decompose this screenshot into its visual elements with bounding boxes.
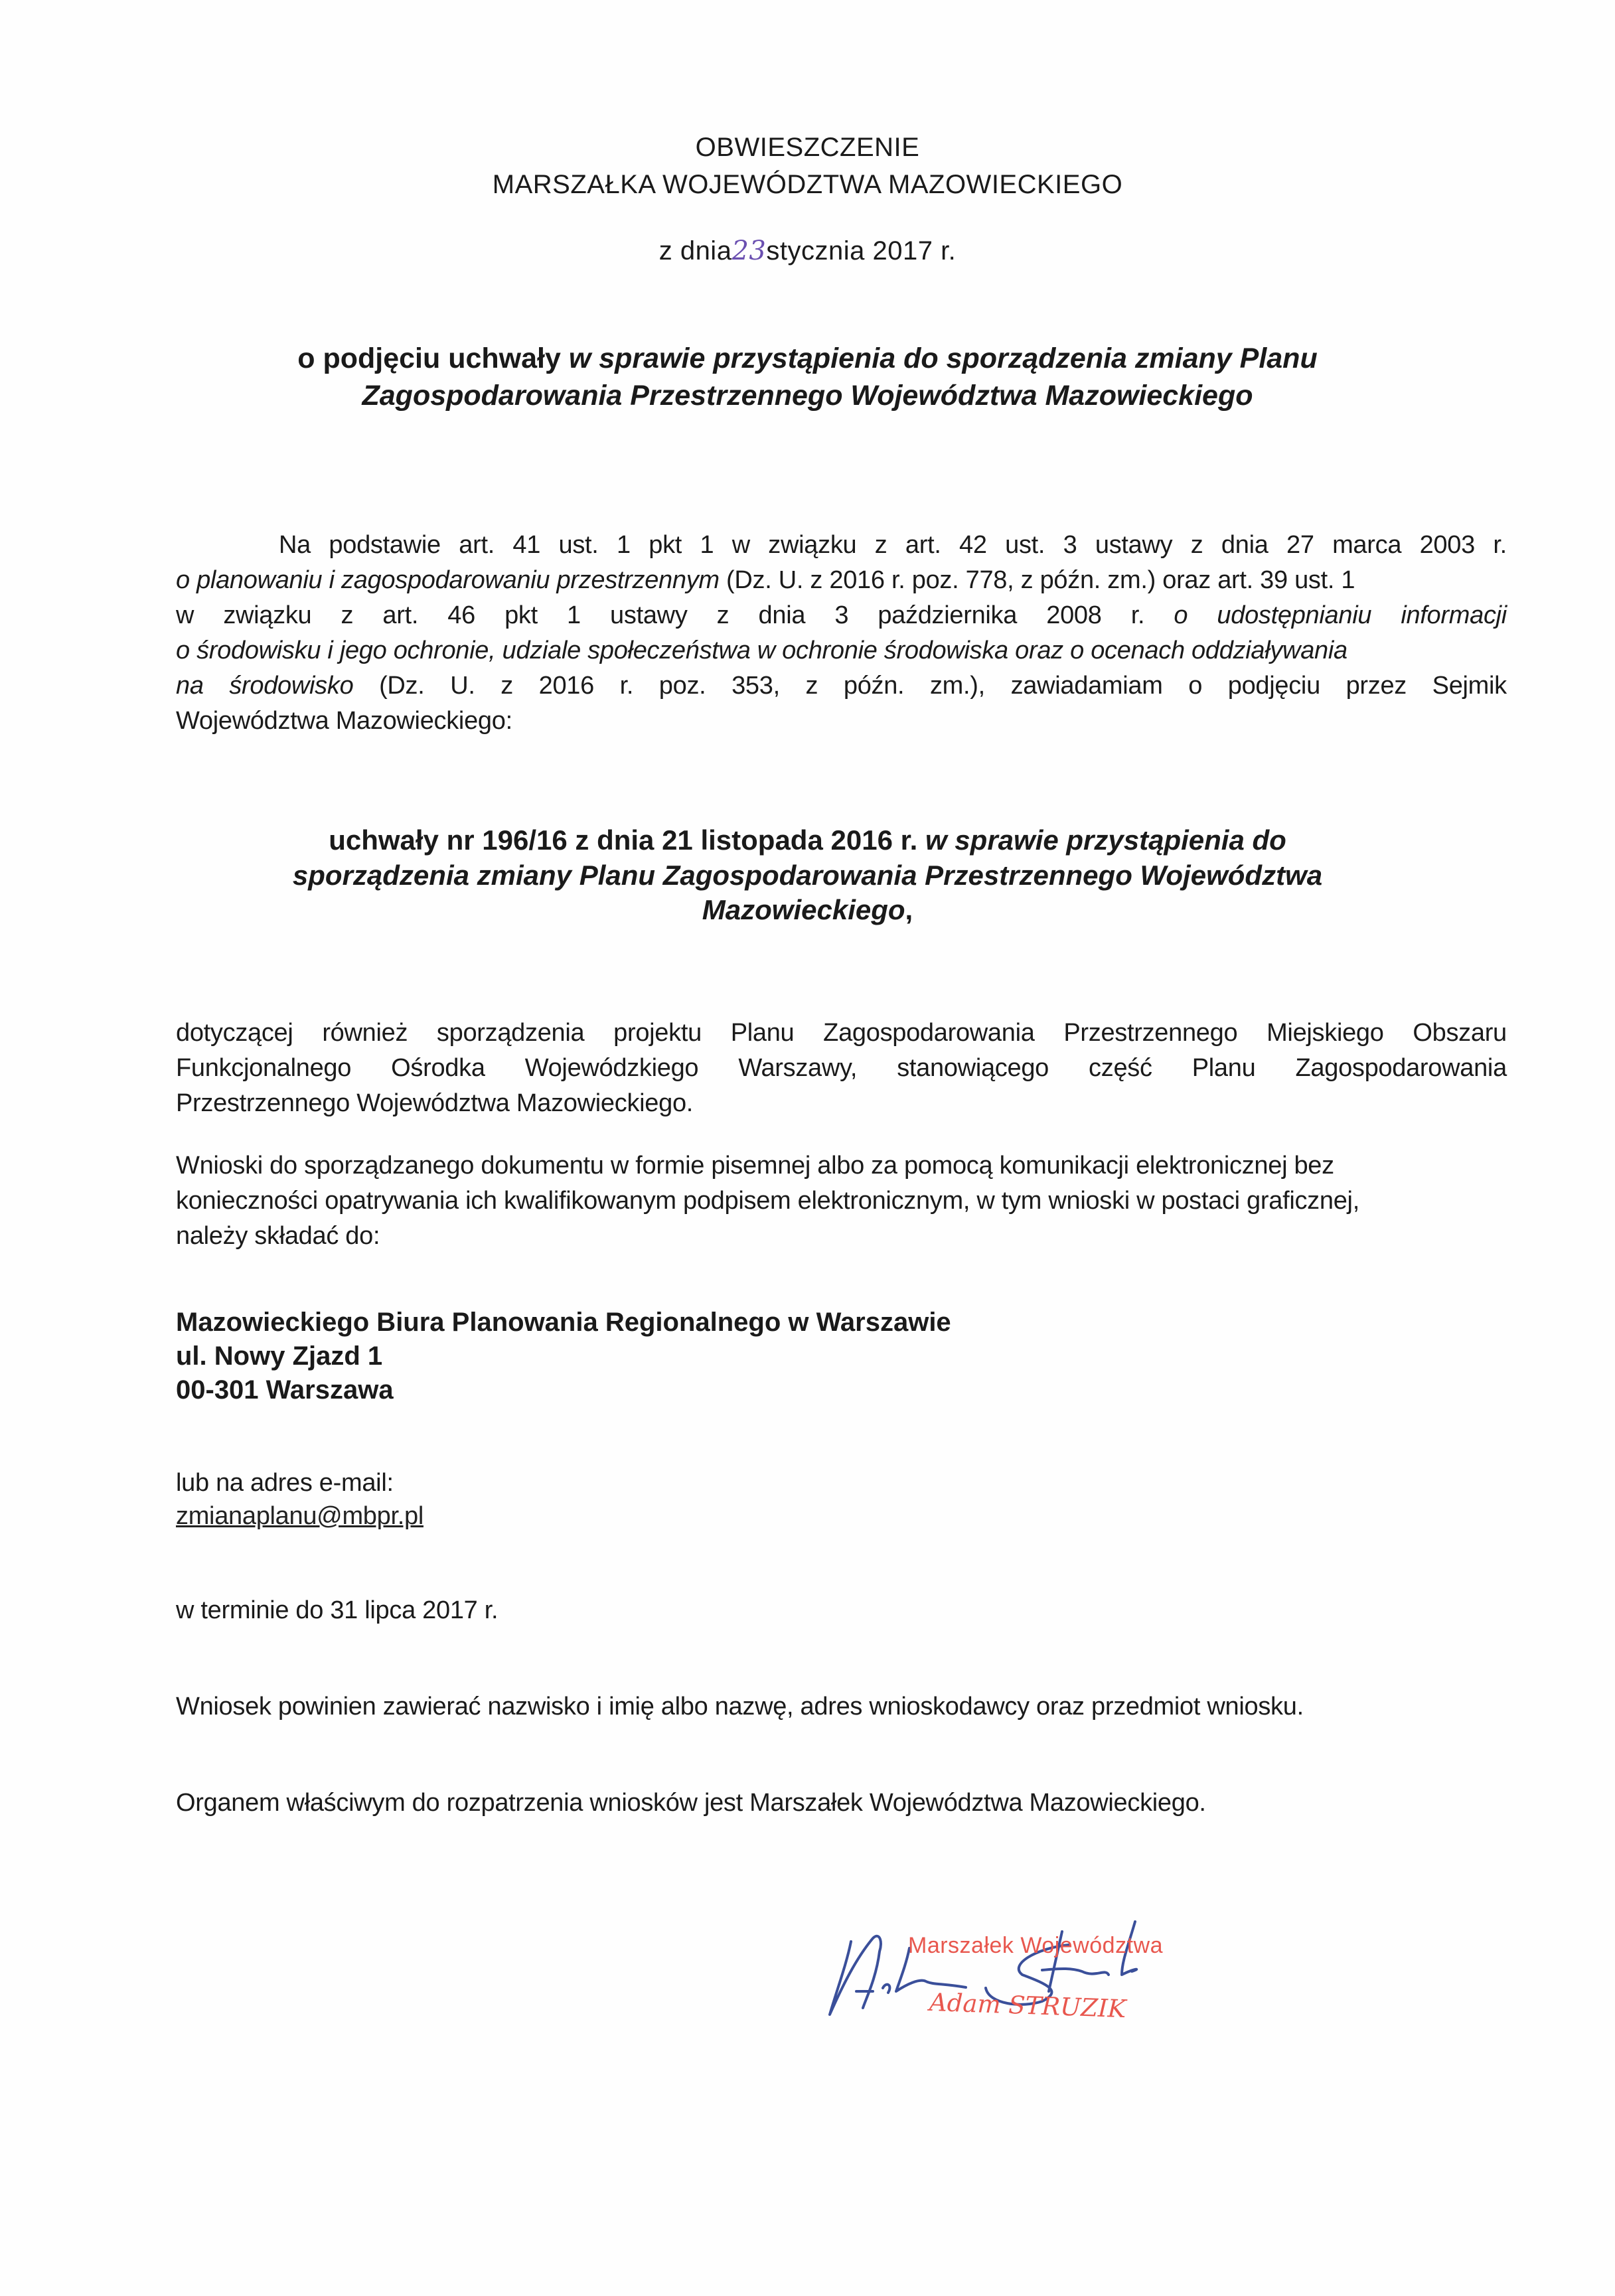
word: z <box>341 601 354 629</box>
requirements-text: Wniosek powinien zawierać nazwisko i imię albo nazwę, adres wnioskodawcy oraz przedmiot wniosku. <box>176 1693 1304 1721</box>
concerning-line <box>176 1051 1507 1085</box>
date-prefix: z dnia <box>658 236 732 266</box>
word: stanowiącego <box>897 1054 1049 1082</box>
resolution-title-3: Mazowieckiego <box>702 894 905 925</box>
address-institution: Mazowieckiego Biura Planowania Regionalnego w Warszawie <box>176 1308 951 1337</box>
word: z <box>874 531 887 559</box>
word: marca <box>1332 531 1402 559</box>
word: projektu <box>613 1019 702 1047</box>
handwritten-day: 23 <box>731 236 767 266</box>
word: Obszaru <box>1413 1019 1507 1047</box>
word: ust. <box>1005 531 1045 559</box>
word: z <box>716 601 730 629</box>
requests-line-2: konieczności opatrywania ich kwalifikowanym podpisem elektronicznym, w tym wnioski w postaci graficznej, <box>176 1187 1359 1215</box>
word: 2016 <box>538 672 594 700</box>
word: art. <box>459 531 495 559</box>
word: Miejskiego <box>1267 1019 1384 1047</box>
word: pkt <box>649 531 682 559</box>
address-city: 00-301 Warszawa <box>176 1375 394 1405</box>
requests-line-1: Wnioski do sporządzanego dokumentu w formie pisemnej albo za pomocą komunikacji elektronicznej bez <box>176 1152 1334 1180</box>
resolution-title-2b: Planu Zagospodarowania Przestrzennego Województwa <box>579 860 1323 891</box>
word: związku <box>223 601 312 629</box>
word: 27 <box>1286 531 1314 559</box>
word: 46 <box>447 601 475 629</box>
word: października <box>878 601 1018 629</box>
word: ustawy <box>610 601 688 629</box>
word: Na <box>279 531 311 559</box>
intro-line: o środowisku i jego ochronie, udziale społeczeństwa w ochronie środowiska oraz o ocenach oddziaływania <box>176 637 1347 664</box>
word: zawiadamiam <box>1010 672 1163 700</box>
deadline-text: w terminie do 31 lipca 2017 r. <box>176 1596 499 1624</box>
word: Zagospodarowania <box>823 1019 1035 1047</box>
word: późn. <box>843 672 905 700</box>
word: 3 <box>834 601 849 629</box>
word: (Dz. <box>379 672 425 700</box>
resolution-comma: , <box>905 894 913 925</box>
word: dnia <box>758 601 806 629</box>
stamp-title: Marszałek Województwa <box>908 1933 1164 1958</box>
word: art. <box>905 531 941 559</box>
subject-regular: o podjęciu uchwały <box>297 343 569 374</box>
resolution-line-1 <box>0 823 1615 858</box>
word: informacji <box>1401 601 1507 629</box>
date-suffix: stycznia 2017 r. <box>766 236 957 266</box>
word: o <box>1188 672 1203 700</box>
word: 1 <box>700 531 714 559</box>
authority-text: Organem właściwym do rozpatrzenia wniosków jest Marszałek Województwa Mazowieckiego. <box>176 1789 1206 1817</box>
intro-line: Województwa Mazowieckiego: <box>176 707 512 735</box>
resolution-line-3 <box>0 893 1615 927</box>
word: dotyczącej <box>176 1019 293 1047</box>
word: sporządzenia <box>436 1019 585 1047</box>
word: z <box>500 672 513 700</box>
document-issuer: MARSZAŁKA WOJEWÓDZTWA MAZOWIECKIEGO <box>492 170 1123 199</box>
word: 42 <box>959 531 987 559</box>
document-title: OBWIESZCZENIE <box>695 133 920 162</box>
word: Planu <box>1192 1054 1256 1082</box>
email-line <box>176 1499 423 1533</box>
word: r. <box>1130 601 1145 629</box>
intro-line <box>279 528 1507 562</box>
word: Sejmik <box>1432 672 1507 700</box>
email-link[interactable]: zmianaplanu@mbpr.pl <box>176 1502 423 1530</box>
word: Planu <box>730 1019 795 1047</box>
concerning-line <box>176 1016 1507 1050</box>
document-date <box>0 234 1615 268</box>
word: poz. <box>658 672 706 700</box>
law-title: o planowaniu i zagospodarowaniu przestrzennym <box>176 566 720 594</box>
word: część <box>1089 1054 1152 1082</box>
resolution-title-1: w sprawie przystąpienia do <box>925 824 1286 856</box>
signature-stroke-b <box>856 1985 889 1993</box>
word: r. <box>619 672 634 700</box>
word: w <box>731 531 750 559</box>
law-citation: (Dz. U. z 2016 r. poz. 778, z późn. zm.) oraz art. 39 ust. 1 <box>719 566 1355 594</box>
email-label: lub na adres e-mail: <box>176 1469 394 1497</box>
word: 2003 <box>1419 531 1475 559</box>
word: art. <box>382 601 419 629</box>
word: dnia <box>1221 531 1269 559</box>
word: również <box>322 1019 408 1047</box>
word: Warszawy, <box>738 1054 858 1082</box>
word: o <box>1174 601 1188 629</box>
word: Przestrzennego <box>1063 1019 1238 1047</box>
word: z <box>805 672 818 700</box>
word: Wojewódzkiego <box>524 1054 699 1082</box>
word: U. <box>450 672 475 700</box>
address-street: ul. Nowy Zjazd 1 <box>176 1341 383 1371</box>
concerning-line: Przestrzennego Województwa Mazowieckiego. <box>176 1089 694 1117</box>
requests-line-3: należy składać do: <box>176 1222 380 1250</box>
word: 1 <box>616 531 631 559</box>
word: podstawie <box>329 531 441 559</box>
word: r. <box>1493 531 1507 559</box>
intro-line <box>176 598 1507 633</box>
word: 353, <box>731 672 780 700</box>
word: 2008 <box>1046 601 1102 629</box>
word: związku <box>768 531 857 559</box>
resolution-title-2a: sporządzenia zmiany <box>292 860 579 891</box>
word: ustawy <box>1095 531 1173 559</box>
word: ust. <box>558 531 599 559</box>
word: w <box>176 601 194 629</box>
intro-line <box>176 668 1507 703</box>
resolution-number: uchwały nr 196/16 z dnia 21 listopada 2016 r. <box>329 824 925 856</box>
word: podjęciu <box>1227 672 1320 700</box>
word: pkt <box>504 601 538 629</box>
subject-line-2: Zagospodarowania Przestrzennego Województwa Mazowieckiego <box>362 380 1253 412</box>
intro-line <box>176 563 1507 597</box>
word: z <box>1190 531 1203 559</box>
word: 1 <box>567 601 581 629</box>
word: zm.), <box>929 672 985 700</box>
word: 41 <box>512 531 541 559</box>
handwritten-signature <box>810 1892 1460 2051</box>
word: Zagospodarowania <box>1295 1054 1507 1082</box>
word: udostępnianiu <box>1217 601 1372 629</box>
subject-line-1 <box>0 341 1615 376</box>
resolution-line-2 <box>0 858 1615 893</box>
stamp-name: Adam STRUZIK <box>929 1987 1127 2024</box>
word: środowisko <box>229 672 354 700</box>
word: Ośrodka <box>391 1054 485 1082</box>
signature-stroke-a <box>830 1936 881 2015</box>
word: Funkcjonalnego <box>176 1054 352 1082</box>
word: 3 <box>1063 531 1077 559</box>
word: przez <box>1346 672 1407 700</box>
subject-italic: w sprawie przystąpienia do sporządzenia zmiany Planu <box>568 343 1318 374</box>
word: na <box>176 672 204 700</box>
